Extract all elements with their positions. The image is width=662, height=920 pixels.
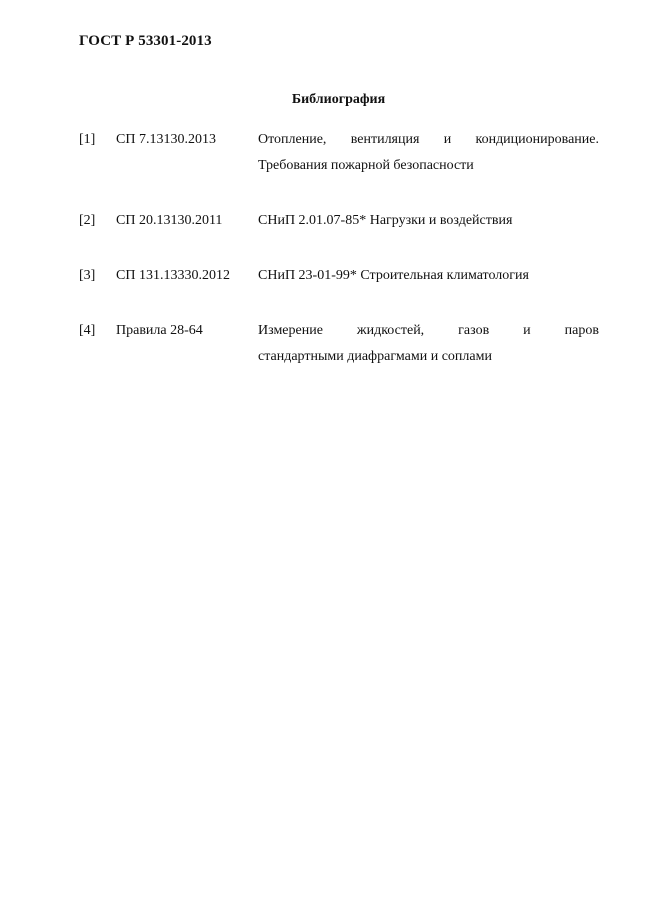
bibliography-entry [79, 208, 599, 263]
entry-number: [1] [79, 132, 96, 147]
entry-number: [2] [79, 213, 96, 228]
entry-code: СП 20.13130.2011 [116, 213, 223, 228]
entry-description [258, 127, 599, 179]
entry-description-line: Требования пожарной безопасности [258, 158, 474, 173]
entry-description [258, 318, 599, 370]
entry-description-line: стандартными диафрагмами и соплами [258, 349, 492, 364]
bibliography-entry [79, 127, 599, 208]
bibliography-entry [79, 263, 599, 318]
document-header-id: ГОСТ Р 53301-2013 [79, 33, 212, 49]
entry-description [258, 263, 599, 289]
entry-description-line: Отопление, вентиляция и кондиционирование. [258, 132, 599, 147]
bibliography-title: Библиография [291, 92, 386, 107]
entry-description-line: Измерение жидкостей, газов и паров [258, 323, 599, 338]
entry-number: [4] [79, 323, 96, 338]
entry-description [258, 208, 599, 234]
bibliography-entry [79, 318, 599, 378]
entry-description-line: СНиП 23-01-99* Строительная климатология [258, 268, 529, 283]
entry-code: Правила 28-64 [116, 323, 203, 338]
entry-number: [3] [79, 268, 96, 283]
entry-code: СП 7.13130.2013 [116, 132, 216, 147]
entry-code: СП 131.13330.2012 [116, 268, 230, 283]
entry-description-line: СНиП 2.01.07-85* Нагрузки и воздействия [258, 213, 513, 228]
bibliography-list [79, 127, 599, 378]
